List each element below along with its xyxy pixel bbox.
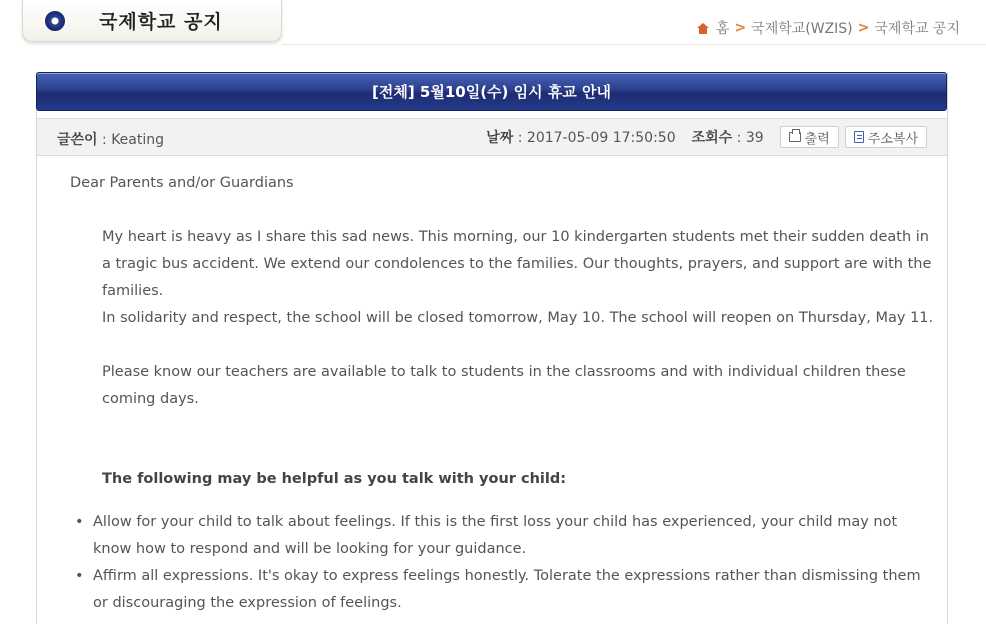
post-subject [36, 72, 947, 111]
home-icon[interactable] [697, 23, 709, 34]
greeting: Dear Parents and/or Guardians [70, 175, 294, 191]
board-title-tab [22, 0, 282, 42]
author-value: Keating [111, 132, 165, 148]
document-icon [854, 131, 864, 143]
list-item: • Allow for your child to talk about feelings. If this is the first loss your child has experienced, your child may not know how to respond and will be looking for your guidance. [75, 509, 935, 563]
tips-list [75, 509, 935, 617]
breadcrumb [697, 18, 960, 38]
list-item: • Affirm all expressions. It's okay to express feelings honestly. Tolerate the expressions rather than dismissing them or discouraging the expression of feelings. [75, 563, 935, 617]
paragraph: In solidarity and respect, the school will be closed tomorrow, May 10. The school will reopen on Thursday, May 11. [102, 310, 934, 326]
breadcrumb-home[interactable]: 홈 [715, 21, 730, 37]
copy-url-button-label: 주소복사 [867, 131, 918, 147]
views-value: 39 [745, 130, 764, 146]
author-label: 글쓴이 [57, 132, 98, 148]
post-meta-bar [37, 118, 947, 156]
colon: : [732, 130, 746, 146]
post-meta-right [486, 126, 927, 148]
views-label: 조회수 [691, 130, 733, 146]
print-button-label: 출력 [804, 131, 830, 147]
page-header [0, 0, 986, 46]
tips-heading: The following may be helpful as you talk with your child: [102, 471, 567, 487]
paragraph: My heart is heavy as I share this sad news. This morning, our 10 kindergarten students met their sudden death in a tragic bus accident. We extend our condolences to the families. Our thoughts, prayers, and support are with the families. [102, 229, 932, 299]
breadcrumb-separator: > [734, 20, 747, 36]
title-bullet-icon [45, 11, 65, 31]
post-subject-text: [전체] 5월10일(수) 임시 휴교 안내 [371, 83, 611, 101]
print-button[interactable] [780, 126, 839, 148]
colon: : [513, 130, 527, 146]
post-date [486, 127, 675, 147]
paragraph: Please know our teachers are available to talk to students in the classrooms and with individual children these coming days. [102, 364, 906, 407]
breadcrumb-current[interactable]: 국제학교 공지 [874, 21, 960, 37]
printer-icon [789, 132, 801, 142]
header-divider [282, 44, 986, 45]
date-label: 날짜 [486, 130, 514, 146]
post-views [692, 127, 764, 147]
date-value: 2017-05-09 17:50:50 [526, 130, 676, 146]
copy-url-button[interactable] [845, 126, 927, 148]
colon: : [97, 132, 112, 148]
page-title: 국제학교 공지 [99, 11, 223, 33]
breadcrumb-section[interactable]: 국제학교(WZIS) [751, 21, 853, 37]
post-author [57, 129, 164, 149]
breadcrumb-separator: > [857, 20, 870, 36]
